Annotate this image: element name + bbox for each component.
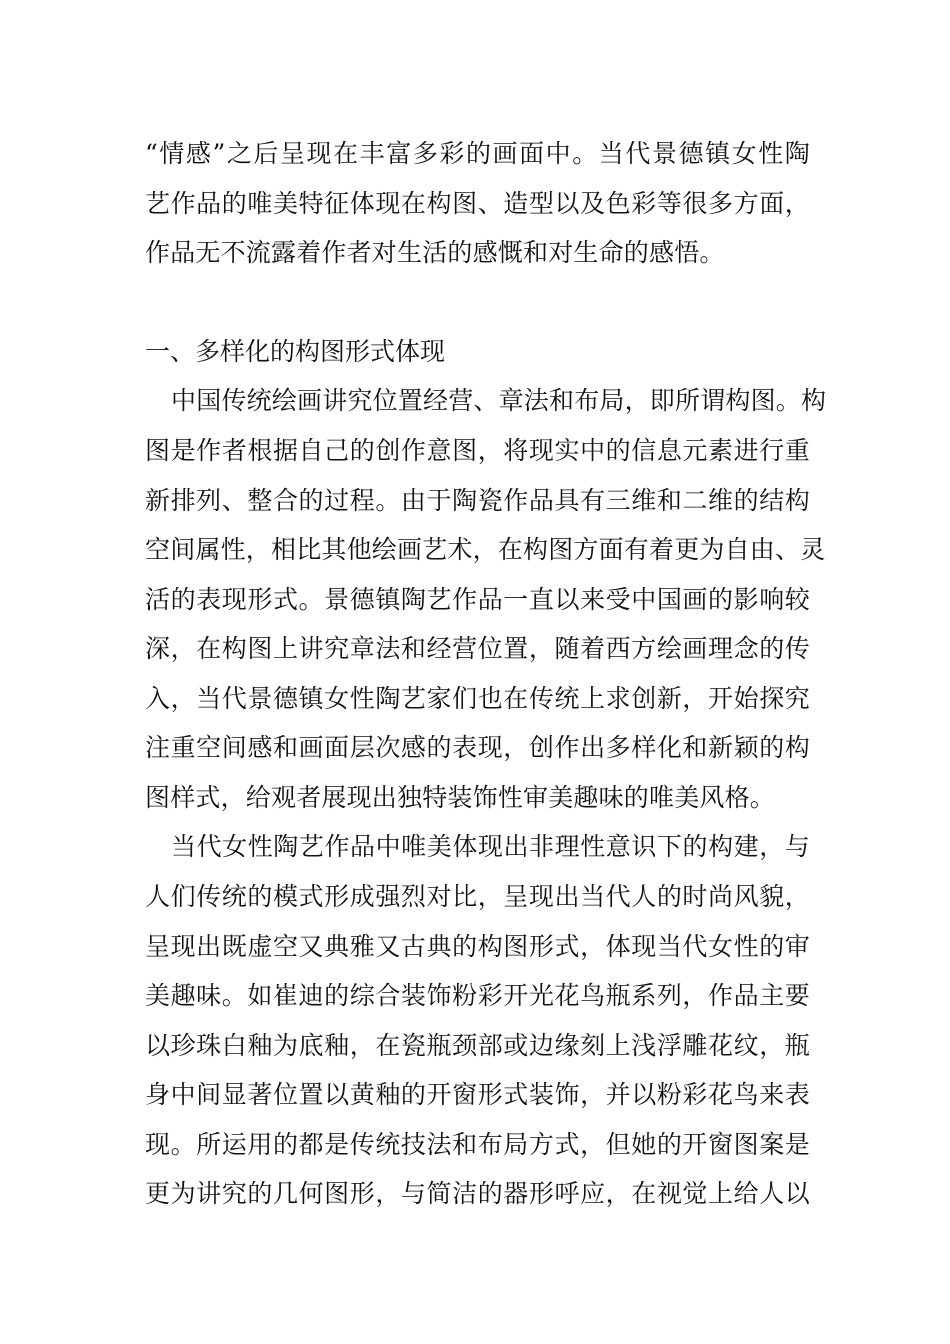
paragraph2-line-5: 以珍珠白釉为底釉，在瓷瓶颈部或边缘刻上浅浮雕花纹，瓶 <box>145 1031 810 1060</box>
paragraph2-line-8: 更为讲究的几何图形，与简洁的器形呼应，在视觉上给人以 <box>145 1179 810 1208</box>
paragraph2-line-6: 身中间显著位置以黄釉的开窗形式装饰，并以粉彩花鸟来表 <box>145 1080 810 1109</box>
paragraph2-line-1: 当代女性陶艺作品中唯美体现出非理性意识下的构建，与 <box>171 832 810 861</box>
paragraph2-line-2: 人们传统的模式形成强烈对比，呈现出当代人的时尚风貌， <box>145 882 810 911</box>
paragraph1-line-6: 深，在构图上讲究章法和经营位置，随着西方绘画理念的传 <box>145 634 810 663</box>
paragraph2-line-4: 美趣味。如崔迪的综合装饰粉彩开光花鸟瓶系列，作品主要 <box>145 981 810 1010</box>
intro-line-1: “情感”之后呈现在丰富多彩的画面中。当代景德镇女性陶 <box>145 139 810 168</box>
paragraph1-line-7: 入，当代景德镇女性陶艺家们也在传统上求创新，开始探究 <box>145 684 810 713</box>
paragraph1-line-5: 活的表现形式。景德镇陶艺作品一直以来受中国画的影响较 <box>145 585 810 614</box>
paragraph1-line-4: 空间属性，相比其他绘画艺术，在构图方面有着更为自由、灵 <box>145 535 826 564</box>
paragraph1-line-2: 图是作者根据自己的创作意图，将现实中的信息元素进行重 <box>145 436 810 465</box>
paragraph1-line-8: 注重空间感和画面层次感的表现，创作出多样化和新颖的构 <box>145 733 810 762</box>
paragraph1-line-9: 图样式，给观者展现出独特装饰性审美趣味的唯美风格。 <box>145 783 776 812</box>
section-heading: 一、多样化的构图形式体现 <box>145 337 446 366</box>
paragraph1-line-3: 新排列、整合的过程。由于陶瓷作品具有三维和二维的结构 <box>145 486 810 515</box>
paragraph2-line-3: 呈现出既虚空又典雅又古典的构图形式，体现当代女性的审 <box>145 932 810 961</box>
paragraph2-line-7: 现。所运用的都是传统技法和布局方式，但她的开窗图案是 <box>145 1130 810 1159</box>
paragraph1-line-1: 中国传统绘画讲究位置经营、章法和布局，即所谓构图。构 <box>171 386 827 415</box>
intro-line-2: 艺作品的唯美特征体现在构图、造型以及色彩等很多方面， <box>145 189 810 218</box>
intro-line-3: 作品无不流露着作者对生活的感慨和对生命的感悟。 <box>145 238 725 267</box>
